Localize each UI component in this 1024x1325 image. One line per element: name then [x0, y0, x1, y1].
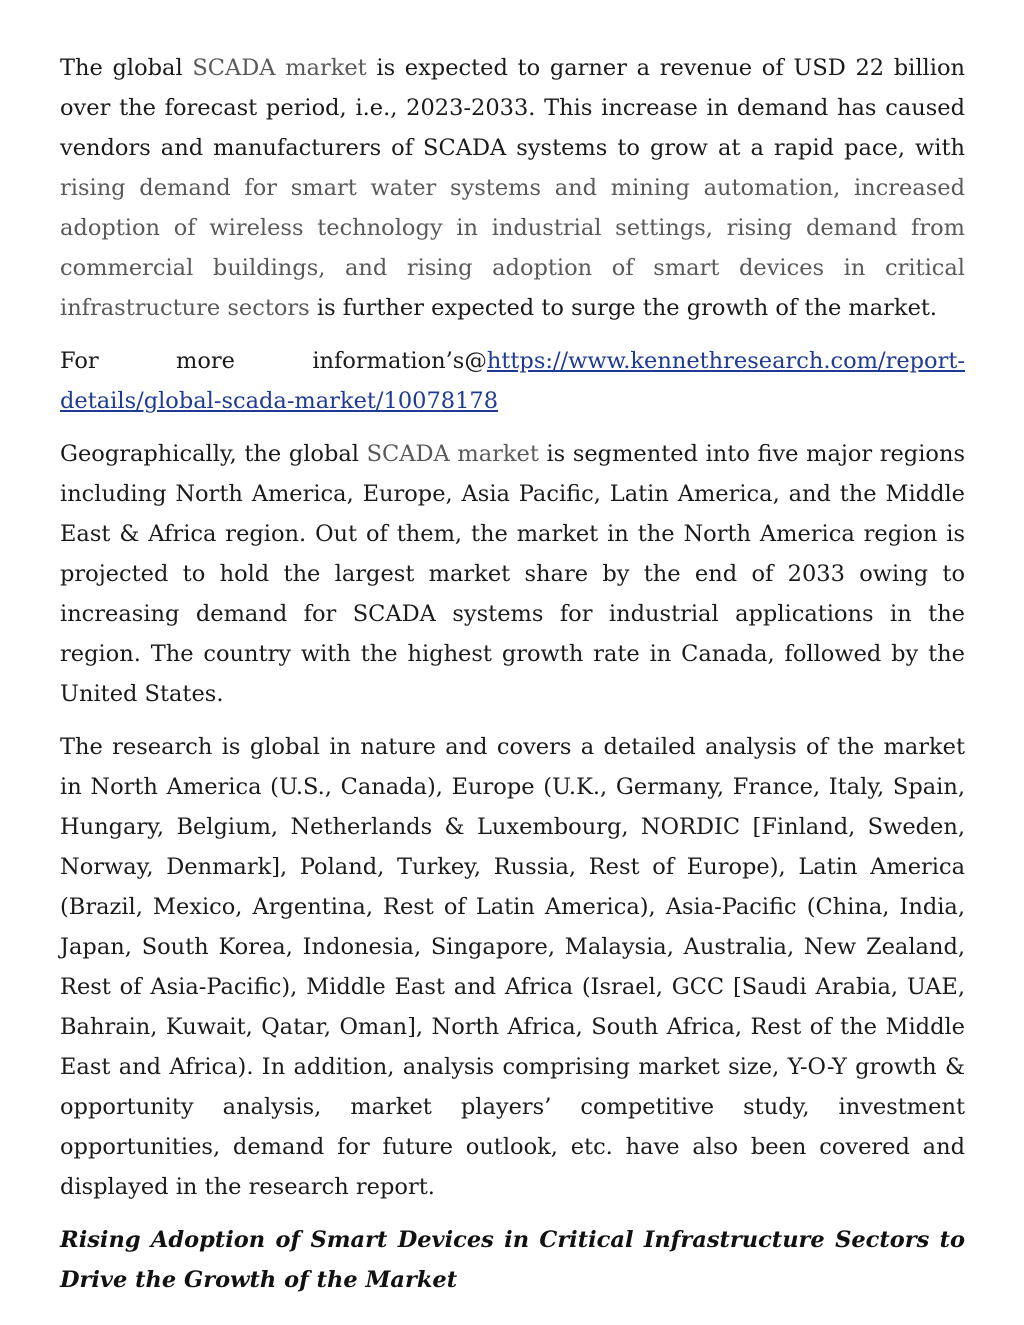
- section-heading: Rising Adoption of Smart Devices in Critical Infrastructure Sectors to Drive the Growth of the Market: [60, 1227, 965, 1293]
- growth-drivers-text: rising demand for smart water systems and mining automation, increased adoption of wireless technology in industrial settings, rising demand from commercial buildings, and rising adoption of smart devices in critical infrastructure sectors: [60, 175, 965, 321]
- intro-text-start: The global: [60, 55, 193, 81]
- document-page: [60, 48, 965, 1300]
- research-scope-paragraph: The research is global in nature and covers a detailed analysis of the market in North America (U.S., Canada), Europe (U.K., Germany, France, Italy, Spain, Hungary, Belgium, Netherlands & Luxembourg, NORDIC [Finland, Sweden, Norway, Denmark], Poland, Turkey, Russia, Rest of Europe), Latin America (Brazil, Mexico, Argentina, Rest of Latin America), Asia-Pacific (China, India, Japan, South Korea, Indonesia, Singapore, Malaysia, Australia, New Zealand, Rest of Asia-Pacific), Middle East and Africa (Israel, GCC [Saudi Arabia, UAE, Bahrain, Kuwait, Qatar, Oman], North Africa, South Africa, Rest of the Middle East and Africa). In addition, analysis comprising market size, Y-O-Y growth & opportunity analysis, market players’ competitive study, investment opportunities, demand for future outlook, etc. have also been covered and displayed in the research report.: [60, 734, 965, 1200]
- geography-text-start: Geographically, the global: [60, 441, 367, 467]
- intro-paragraph: [60, 48, 965, 328]
- scada-market-term-2: SCADA market: [366, 441, 539, 467]
- intro-text-middle: is expected to garner a revenue of USD 22 billion over the forecast period, i.e., 2023-2033. This increase in demand has caused vendors and manufacturers of SCADA systems to grow at a rapid pace, with: [60, 55, 965, 161]
- more-info-paragraph: [60, 341, 965, 421]
- intro-text-end: is further expected to surge the growth of the market.: [309, 295, 938, 321]
- scada-market-term: SCADA market: [192, 55, 367, 81]
- geography-paragraph: [60, 434, 965, 714]
- report-link[interactable]: https://www.kennethresearch.com/report-details/global-scada-market/10078178: [60, 348, 965, 414]
- more-info-prefix: For more information’s@: [60, 348, 487, 374]
- geography-text-rest: is segmented into five major regions including North America, Europe, Asia Pacific, Latin America, and the Middle East & Africa region. Out of them, the market in the North America region is projected to hold the largest market share by the end of 2033 owing to increasing demand for SCADA systems for industrial applications in the region. The country with the highest growth rate in Canada, followed by the United States.: [60, 441, 965, 707]
